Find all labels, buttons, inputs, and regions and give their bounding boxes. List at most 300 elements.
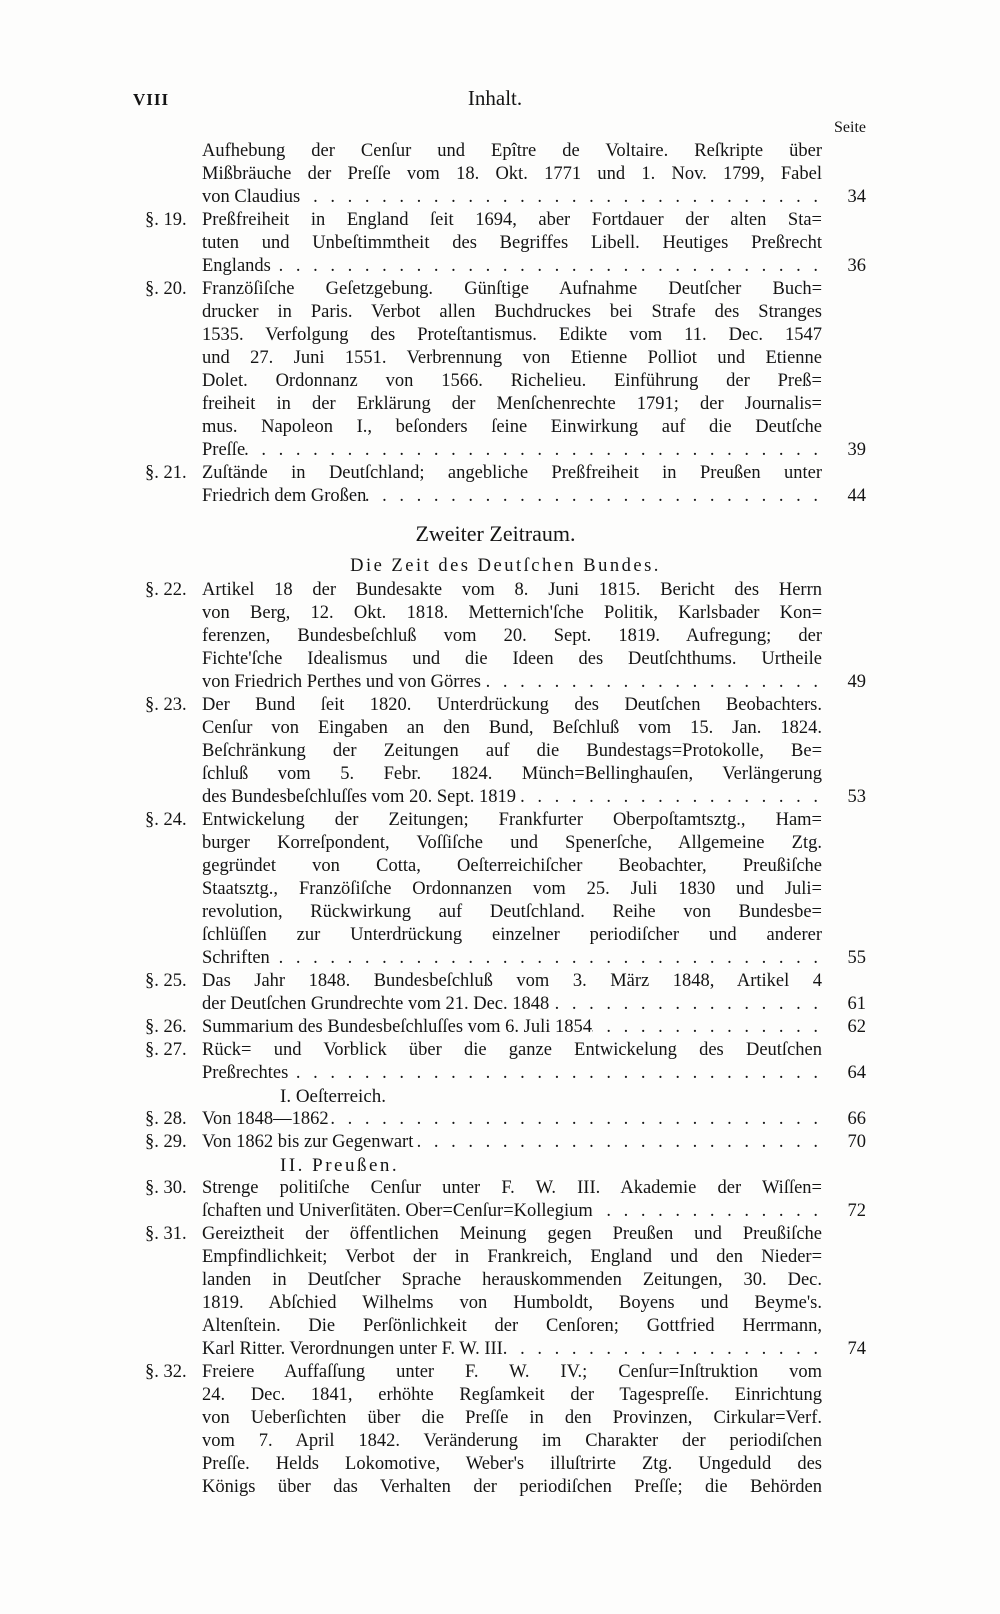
entry-line-body — [202, 1292, 822, 1315]
indent-spacer — [145, 255, 202, 278]
entry-text: von Ueberſichten über die Preſſe in den Provinzen, Cirkular=Verf. — [202, 1408, 822, 1428]
entry-line-body — [202, 439, 822, 462]
entry-text: vom 7. April 1842. Veränderung im Charakter der periodiſchen — [202, 1431, 822, 1451]
toc-line — [145, 717, 866, 740]
toc-line — [145, 786, 866, 809]
entry-line-body — [202, 993, 822, 1016]
indent-spacer — [145, 1292, 202, 1315]
toc-line — [145, 1246, 866, 1269]
entry-line-body — [202, 140, 822, 163]
dot-leader — [516, 786, 822, 809]
page-reference: 36 — [847, 256, 866, 276]
page-reference: 62 — [847, 1017, 866, 1037]
page-reference: 66 — [847, 1109, 866, 1129]
page-reference: 70 — [847, 1132, 866, 1152]
entry-text: ſchluß vom 5. Febr. 1824. Münch=Bellinghauſen, Verlängerung — [202, 764, 822, 784]
page-column-spacer — [822, 393, 866, 416]
indent-spacer — [145, 763, 202, 786]
toc-line — [145, 255, 866, 278]
entry-line-body — [202, 648, 822, 671]
dot-leader — [413, 1131, 822, 1154]
entry-line-body — [202, 901, 822, 924]
toc-line — [145, 1361, 866, 1384]
entry-line-body — [202, 186, 822, 209]
toc-entry — [145, 1131, 866, 1154]
section-number: §. 25. — [145, 971, 187, 991]
entry-line-body — [202, 970, 822, 993]
toc-line — [145, 1016, 866, 1039]
toc-line — [145, 1430, 866, 1453]
entry-line-body — [202, 255, 822, 278]
entry-line-body — [202, 786, 822, 809]
indent-spacer — [145, 947, 202, 970]
entry-text: drucker in Paris. Verbot allen Buchdruckes bei Strafe des Stranges — [202, 302, 822, 322]
section-number: §. 32. — [145, 1362, 187, 1382]
entry-text: von Friedrich Perthes und von Görres — [202, 672, 481, 692]
page-column-spacer — [822, 1361, 866, 1384]
entry-text: Preſſe — [202, 440, 246, 460]
entry-text: tuten und Unbeſtimmtheit des Begriffes Libell. Heutiges Preßrecht — [202, 233, 822, 253]
entry-line-body — [202, 671, 822, 694]
toc-entry — [145, 1177, 866, 1223]
entry-text: Cenſur von Eingaben an den Bund, Beſchluß vom 15. Jan. 1824. — [202, 718, 822, 738]
indent-spacer — [145, 648, 202, 671]
indent-spacer — [145, 186, 202, 209]
toc-line — [145, 347, 866, 370]
entry-line-body — [202, 1476, 822, 1499]
page-column-spacer — [822, 301, 866, 324]
section-number: §. 22. — [145, 580, 187, 600]
entry-text: Artikel 18 der Bundesakte vom 8. Juni 1815. Bericht des Herrn — [202, 580, 822, 600]
page-column-spacer — [822, 924, 866, 947]
toc-entry — [145, 970, 866, 1016]
entry-line-body — [202, 1108, 822, 1131]
entry-text: Von 1862 bis zur Gegenwart — [202, 1132, 414, 1152]
entry-text: von Claudius — [202, 187, 301, 207]
toc-line — [145, 209, 866, 232]
indent-spacer — [145, 1200, 202, 1223]
toc-line — [145, 579, 866, 602]
page-column-spacer — [822, 763, 866, 786]
page-column-spacer — [822, 1292, 866, 1315]
entry-line-body — [202, 163, 822, 186]
entry-line-body — [202, 1269, 822, 1292]
period-subheading: Die Zeit des Deutſchen Bundes. — [350, 556, 661, 576]
page-column-spacer — [822, 1246, 866, 1269]
seite-column-label: Seite — [834, 119, 866, 136]
entry-text: Preßrechtes — [202, 1063, 289, 1083]
toc-line — [145, 485, 866, 508]
entry-line-body — [202, 1384, 822, 1407]
page-column-spacer — [822, 1453, 866, 1476]
indent-spacer — [145, 602, 202, 625]
dot-leader — [592, 1016, 822, 1039]
indent-spacer — [145, 393, 202, 416]
dot-leader — [549, 993, 822, 1016]
indent-spacer — [145, 163, 202, 186]
table-of-contents — [145, 140, 866, 1499]
toc-line — [145, 832, 866, 855]
entry-text: Gereiztheit der öffentlichen Meinung gegen Preußen und Preußiſche — [202, 1224, 822, 1244]
toc-entry — [145, 1039, 866, 1085]
entry-line-body — [202, 1131, 822, 1154]
toc-line — [145, 1338, 866, 1361]
indent-spacer — [145, 717, 202, 740]
toc-entry — [145, 694, 866, 809]
toc-entry — [145, 140, 866, 209]
entry-text: Franzöſiſche Geſetzgebung. Günſtige Aufnahme Deutſcher Buch= — [202, 279, 822, 299]
toc-line — [145, 763, 866, 786]
indent-spacer — [145, 855, 202, 878]
page-column-spacer — [822, 324, 866, 347]
dot-leader — [300, 186, 822, 209]
toc-line — [145, 740, 866, 763]
entry-line-body — [202, 1430, 822, 1453]
indent-spacer — [145, 1338, 202, 1361]
entry-line-body — [202, 602, 822, 625]
toc-line — [145, 648, 866, 671]
page-column-spacer — [822, 1177, 866, 1200]
entry-line-body — [202, 855, 822, 878]
dot-leader — [481, 671, 822, 694]
entry-text: Strenge politiſche Cenſur unter F. W. III. Akademie der Wiſſen= — [202, 1178, 822, 1198]
toc-line — [145, 1315, 866, 1338]
page-column-spacer — [822, 232, 866, 255]
page-column-spacer — [822, 809, 866, 832]
toc-entry — [145, 1361, 866, 1499]
page-column-spacer — [822, 1223, 866, 1246]
entry-text: Karl Ritter. Verordnungen unter F. W. III. — [202, 1339, 508, 1359]
toc-line — [145, 1223, 866, 1246]
entry-text: Dolet. Ordonnanz von 1566. Richelieu. Einführung der Preß= — [202, 371, 822, 391]
indent-spacer — [145, 1315, 202, 1338]
entry-line-body — [202, 347, 822, 370]
toc-line — [145, 947, 866, 970]
page-column-spacer — [822, 163, 866, 186]
entry-text: 24. Dec. 1841, erhöhte Regſamkeit der Tagespreſſe. Einrichtung — [202, 1385, 822, 1405]
entry-text: Englands — [202, 256, 271, 276]
page-column-spacer — [822, 901, 866, 924]
page-reference: 39 — [847, 440, 866, 460]
entry-text: Staatsztg., Franzöſiſche Ordonnanzen vom 25. Juli 1830 und Juli= — [202, 879, 822, 899]
toc-line — [145, 439, 866, 462]
dot-leader — [271, 255, 822, 278]
indent-spacer — [145, 347, 202, 370]
entry-line-body — [202, 740, 822, 763]
entry-text: Preßfreiheit in England ſeit 1694, aber Fortdauer der alten Sta= — [202, 210, 822, 230]
section-number: §. 27. — [145, 1040, 187, 1060]
entry-text: Königs über das Verhalten der periodiſchen Preſſe; die Behörden — [202, 1477, 822, 1497]
entry-text: 1535. Verfolgung des Proteſtantismus. Edikte vom 11. Dec. 1547 — [202, 325, 822, 345]
dot-leader — [593, 1200, 822, 1223]
toc-line — [145, 924, 866, 947]
entry-line-body — [202, 370, 822, 393]
toc-entry — [145, 1108, 866, 1131]
toc-line — [145, 1062, 866, 1085]
page-column-spacer — [822, 1384, 866, 1407]
page-column-spacer — [822, 1476, 866, 1499]
toc-line — [145, 1476, 866, 1499]
page-column-spacer — [822, 209, 866, 232]
entry-text: von Berg, 12. Okt. 1818. Metternich'ſche Politik, Karlsbader Kon= — [202, 603, 822, 623]
entry-line-body — [202, 924, 822, 947]
toc-entry — [145, 278, 866, 462]
toc-line — [145, 301, 866, 324]
page-reference: 74 — [847, 1339, 866, 1359]
indent-spacer — [145, 671, 202, 694]
entry-text: Der Bund ſeit 1820. Unterdrückung des Deutſchen Beobachters. — [202, 695, 822, 715]
indent-spacer — [145, 740, 202, 763]
indent-spacer — [145, 439, 202, 462]
page-column-spacer — [822, 832, 866, 855]
indent-spacer — [145, 1269, 202, 1292]
section-number: §. 20. — [145, 279, 187, 299]
entry-line-body — [202, 301, 822, 324]
entry-line-body — [202, 1361, 822, 1384]
page-column-spacer — [822, 970, 866, 993]
toc-line — [145, 1384, 866, 1407]
entry-text: Aufhebung der Cenſur und Epître de Voltaire. Reſkripte über — [202, 141, 822, 161]
entry-line-body — [202, 462, 822, 485]
toc-line — [145, 1039, 866, 1062]
toc-line — [145, 1177, 866, 1200]
page-column-spacer — [822, 462, 866, 485]
toc-entry — [145, 209, 866, 278]
entry-text: Fichte'ſche Idealismus und die Ideen des Deutſchthums. Urtheile — [202, 649, 822, 669]
entry-line-body — [202, 1062, 822, 1085]
page-column-spacer — [822, 370, 866, 393]
toc-line — [145, 324, 866, 347]
page-column-spacer — [822, 878, 866, 901]
toc-line — [145, 1131, 866, 1154]
indent-spacer — [145, 924, 202, 947]
entry-line-body — [202, 278, 822, 301]
indent-spacer — [145, 140, 202, 163]
entry-text: Das Jahr 1848. Bundesbeſchluß vom 3. März 1848, Artikel 4 — [202, 971, 822, 991]
page-reference: 55 — [847, 948, 866, 968]
page-column-spacer — [822, 694, 866, 717]
page-column-spacer — [822, 140, 866, 163]
entry-text: ferenzen, Bundesbeſchluß vom 20. Sept. 1819. Aufregung; der — [202, 626, 822, 646]
entry-text: revolution, Rückwirkung auf Deutſchland. Reihe von Bundesbe= — [202, 902, 822, 922]
entry-line-body — [202, 717, 822, 740]
indent-spacer — [145, 324, 202, 347]
toc-line — [145, 163, 866, 186]
indent-spacer — [145, 1430, 202, 1453]
entry-line-body — [202, 1223, 822, 1246]
entry-line-body — [202, 393, 822, 416]
entry-text: gegründet von Cotta, Oeſterreichiſcher Beobachter, Preußiſche — [202, 856, 822, 876]
entry-line-body — [202, 485, 822, 508]
page-column-spacer — [822, 1430, 866, 1453]
dot-leader — [507, 1338, 822, 1361]
toc-line — [145, 462, 866, 485]
entry-text: Freiere Auffaſſung unter F. W. IV.; Cenſur=Inſtruktion vom — [202, 1362, 822, 1382]
indent-spacer — [145, 1246, 202, 1269]
dot-leader — [288, 1062, 822, 1085]
entry-line-body — [202, 809, 822, 832]
entry-text: und 27. Juni 1551. Verbrennung von Etienne Polliot und Etienne — [202, 348, 822, 368]
section-number: §. 24. — [145, 810, 187, 830]
entry-line-body — [202, 1407, 822, 1430]
entry-line-body — [202, 1177, 822, 1200]
section-number: §. 28. — [145, 1109, 187, 1129]
page-number-header: VIII — [133, 90, 170, 109]
indent-spacer — [145, 786, 202, 809]
toc-line — [145, 278, 866, 301]
page-reference: 44 — [847, 486, 866, 506]
page-reference: 53 — [847, 787, 866, 807]
toc-line — [145, 393, 866, 416]
entry-text: ſchlüſſen zur Unterdrückung einzelner periodiſcher und anderer — [202, 925, 822, 945]
entry-text: mus. Napoleon I., beſonders ſeine Einwirkung auf die Deutſche — [202, 417, 822, 437]
page-column-spacer — [822, 278, 866, 301]
toc-line — [145, 1453, 866, 1476]
toc-line — [145, 878, 866, 901]
country-heading: I. Oeſterreich. — [280, 1086, 387, 1107]
period-heading: Zweiter Zeitraum. — [415, 521, 576, 546]
dot-leader — [245, 439, 822, 462]
toc-line — [145, 993, 866, 1016]
indent-spacer — [145, 1384, 202, 1407]
running-title: Inhalt. — [467, 86, 523, 110]
toc-line — [145, 625, 866, 648]
entry-line-body — [202, 694, 822, 717]
page-column-spacer — [822, 416, 866, 439]
entry-line-body — [202, 232, 822, 255]
entry-line-body — [202, 947, 822, 970]
entry-line-body — [202, 579, 822, 602]
page-column-spacer — [822, 1407, 866, 1430]
toc-entry — [145, 1016, 866, 1039]
entry-text: Beſchränkung der Zeitungen auf die Bundestags=Protokolle, Be= — [202, 741, 822, 761]
toc-line — [145, 1292, 866, 1315]
indent-spacer — [145, 901, 202, 924]
toc-line — [145, 416, 866, 439]
page-column-spacer — [822, 602, 866, 625]
entry-line-body — [202, 416, 822, 439]
toc-line — [145, 901, 866, 924]
page-reference: 34 — [847, 187, 866, 207]
indent-spacer — [145, 485, 202, 508]
toc-entry — [145, 809, 866, 970]
page-column-spacer — [822, 625, 866, 648]
entry-line-body — [202, 878, 822, 901]
entry-text: Friedrich dem Großen — [202, 486, 367, 506]
toc-entry — [145, 579, 866, 694]
section-number: §. 21. — [145, 463, 187, 483]
toc-line — [145, 855, 866, 878]
dot-leader — [270, 947, 822, 970]
indent-spacer — [145, 1407, 202, 1430]
section-number: §. 30. — [145, 1178, 187, 1198]
page-column-spacer — [822, 1269, 866, 1292]
page-column-spacer — [822, 855, 866, 878]
toc-entry — [145, 1223, 866, 1361]
entry-line-body — [202, 763, 822, 786]
dot-leader — [329, 1108, 822, 1131]
page-column-spacer — [822, 717, 866, 740]
page-reference: 64 — [847, 1063, 866, 1083]
entry-line-body — [202, 1039, 822, 1062]
entry-text: Zuſtände in Deutſchland; angebliche Preßfreiheit in Preußen unter — [202, 463, 822, 483]
toc-line — [145, 671, 866, 694]
entry-text: Mißbräuche der Preſſe vom 18. Okt. 1771 und 1. Nov. 1799, Fabel — [202, 164, 822, 184]
entry-text: Entwickelung der Zeitungen; Frankfurter Oberpoſtamtsztg., Ham= — [202, 810, 822, 830]
entry-text: der Deutſchen Grundrechte vom 21. Dec. 1848 — [202, 994, 550, 1014]
page-reference: 72 — [847, 1201, 866, 1221]
section-number: §. 23. — [145, 695, 187, 715]
indent-spacer — [145, 993, 202, 1016]
indent-spacer — [145, 1476, 202, 1499]
entry-text: freiheit in der Erklärung der Menſchenrechte 1791; der Journalis= — [202, 394, 822, 414]
section-number: §. 29. — [145, 1132, 187, 1152]
entry-line-body — [202, 1016, 822, 1039]
page-reference: 61 — [847, 994, 866, 1014]
entry-line-body — [202, 1246, 822, 1269]
entry-text: Summarium des Bundesbeſchluſſes vom 6. Juli 1854 — [202, 1017, 593, 1037]
entry-text: burger Korreſpondent, Voſſiſche und Spenerſche, Allgemeine Ztg. — [202, 833, 822, 853]
toc-line — [145, 140, 866, 163]
page-column-spacer — [822, 347, 866, 370]
entry-line-body — [202, 324, 822, 347]
indent-spacer — [145, 370, 202, 393]
entry-text: 1819. Abſchied Wilhelms von Humboldt, Boyens und Beyme's. — [202, 1293, 822, 1313]
toc-line — [145, 694, 866, 717]
entry-line-body — [202, 1200, 822, 1223]
indent-spacer — [145, 878, 202, 901]
toc-line — [145, 370, 866, 393]
section-number: §. 19. — [145, 210, 187, 230]
entry-text: des Bundesbeſchluſſes vom 20. Sept. 1819 — [202, 787, 516, 807]
indent-spacer — [145, 625, 202, 648]
entry-text: ſchaften und Univerſitäten. Ober=Cenſur=Kollegium — [202, 1201, 593, 1221]
entry-text: Preſſe. Helds Lokomotive, Weber's illuſtrirte Ztg. Ungeduld des — [202, 1454, 822, 1474]
toc-line — [145, 1200, 866, 1223]
entry-text: Von 1848—1862 — [202, 1109, 329, 1129]
entry-line-body — [202, 832, 822, 855]
indent-spacer — [145, 1453, 202, 1476]
entry-text: Altenſtein. Die Perſönlichkeit der Cenſoren; Gottfried Herrmann, — [202, 1316, 822, 1336]
page-column-spacer — [822, 1039, 866, 1062]
indent-spacer — [145, 301, 202, 324]
entry-line-body — [202, 1338, 822, 1361]
section-number: §. 26. — [145, 1017, 187, 1037]
toc-line — [145, 232, 866, 255]
page-column-spacer — [822, 740, 866, 763]
toc-line — [145, 186, 866, 209]
toc-line — [145, 809, 866, 832]
section-number: §. 31. — [145, 1224, 187, 1244]
entry-line-body — [202, 1453, 822, 1476]
entry-text: Schriften — [202, 948, 270, 968]
dot-leader — [366, 485, 822, 508]
entry-line-body — [202, 625, 822, 648]
toc-line — [145, 1108, 866, 1131]
page-column-spacer — [822, 1315, 866, 1338]
page-reference: 49 — [847, 672, 866, 692]
indent-spacer — [145, 232, 202, 255]
entry-text: landen in Deutſcher Sprache herauskommenden Zeitungen, 30. Dec. — [202, 1270, 822, 1290]
entry-line-body — [202, 209, 822, 232]
entry-line-body — [202, 1315, 822, 1338]
entry-text: Rück= und Vorblick über die ganze Entwickelung des Deutſchen — [202, 1040, 822, 1060]
country-heading: II. Preußen. — [280, 1155, 400, 1176]
page-column-spacer — [822, 648, 866, 671]
page-column-spacer — [822, 579, 866, 602]
indent-spacer — [145, 1062, 202, 1085]
entry-text: Empfindlichkeit; Verbot der in Frankreich, England und den Nieder= — [202, 1247, 822, 1267]
